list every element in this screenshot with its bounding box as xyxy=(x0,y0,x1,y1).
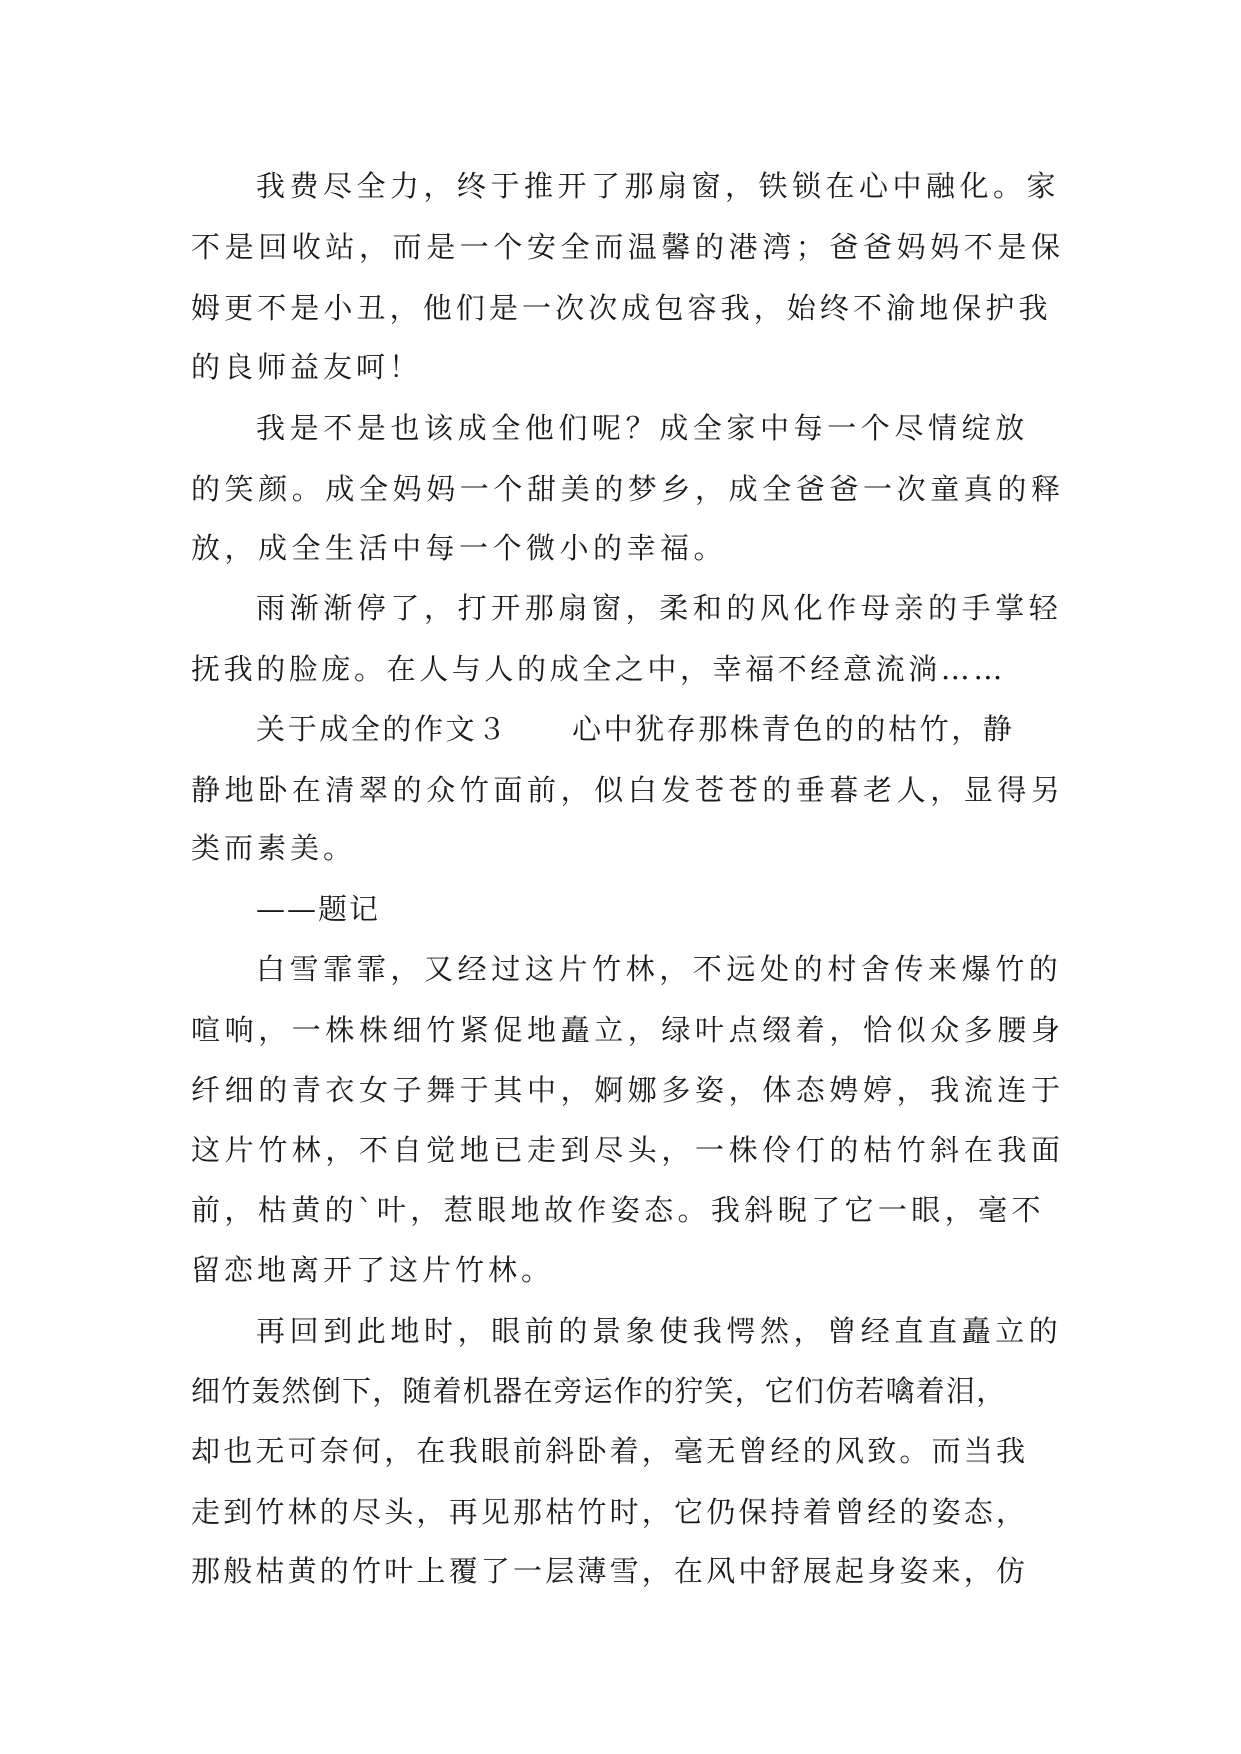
paragraph-6-line-5: 前，枯黄的`叶，惹眼地故作姿态。我斜睨了它一眼，毫不 xyxy=(191,1193,1045,1227)
paragraph-3-line-1: 雨渐渐停了，打开那扇窗，柔和的风化作母亲的手掌轻 xyxy=(256,591,1063,625)
paragraph-6-line-6: 留恋地离开了这片竹林。 xyxy=(191,1253,555,1287)
paragraph-4-line-1: 关于成全的作文３ 心中犹存那株青色的的枯竹，静 xyxy=(256,712,1015,746)
paragraph-2-line-1: 我是不是也该成全他们呢？成全家中每一个尽情绽放 xyxy=(256,411,1029,445)
paragraph-7-line-1: 再回到此地时，眼前的景象使我愕然，曾经直直矗立的 xyxy=(256,1314,1063,1348)
epigraph-attribution: ——题记 xyxy=(256,892,381,926)
paragraph-7-line-2: 细竹轰然倒下，随着机器在旁运作的狞笑，它们仿若噙着泪， xyxy=(191,1374,1007,1408)
paragraph-4-line-3: 类而素美。 xyxy=(191,831,357,865)
paragraph-7-line-5: 那般枯黄的竹叶上覆了一层薄雪，在风中舒展起身姿来，仿 xyxy=(191,1554,1029,1588)
paragraph-6-line-3: 纤细的青衣女子舞于其中，婀娜多姿，体态娉婷，我流连于 xyxy=(191,1073,1065,1107)
paragraph-7-line-3: 却也无可奈何，在我眼前斜卧着，毫无曾经的风致。而当我 xyxy=(191,1434,1029,1468)
paragraph-1-line-2: 不是回收站，而是一个安全而温馨的港湾；爸爸妈妈不是保 xyxy=(191,230,1065,264)
paragraph-6-line-1: 白雪霏霏，又经过这片竹林，不远处的村舍传来爆竹的 xyxy=(256,952,1063,986)
paragraph-7-line-4: 走到竹林的尽头，再见那枯竹时，它仍保持着曾经的姿态， xyxy=(191,1495,1029,1529)
paragraph-1-line-1: 我费尽全力，终于推开了那扇窗，铁锁在心中融化。家 xyxy=(256,169,1061,203)
paragraph-2-line-3: 放，成全生活中每一个微小的幸福。 xyxy=(191,531,728,565)
paragraph-6-line-4: 这片竹林，不自觉地已走到尽头，一株伶仃的枯竹斜在我面 xyxy=(191,1133,1065,1167)
paragraph-1-line-4: 的良师益友呵！ xyxy=(191,350,423,384)
paragraph-1-line-3: 姆更不是小丑，他们是一次次成包容我，始终不渝地保护我 xyxy=(191,291,1052,325)
paragraph-4-line-2: 静地卧在清翠的众竹面前，似白发苍苍的垂暮老人，显得另 xyxy=(191,773,1065,807)
paragraph-2-line-2: 的笑颜。成全妈妈一个甜美的梦乡，成全爸爸一次童真的释 xyxy=(191,472,1065,506)
paragraph-3-line-2: 抚我的脸庞。在人与人的成全之中，幸福不经意流淌…… xyxy=(191,652,1007,686)
paragraph-6-line-2: 喧响，一株株细竹紧促地矗立，绿叶点缀着，恰似众多腰身 xyxy=(191,1013,1065,1047)
